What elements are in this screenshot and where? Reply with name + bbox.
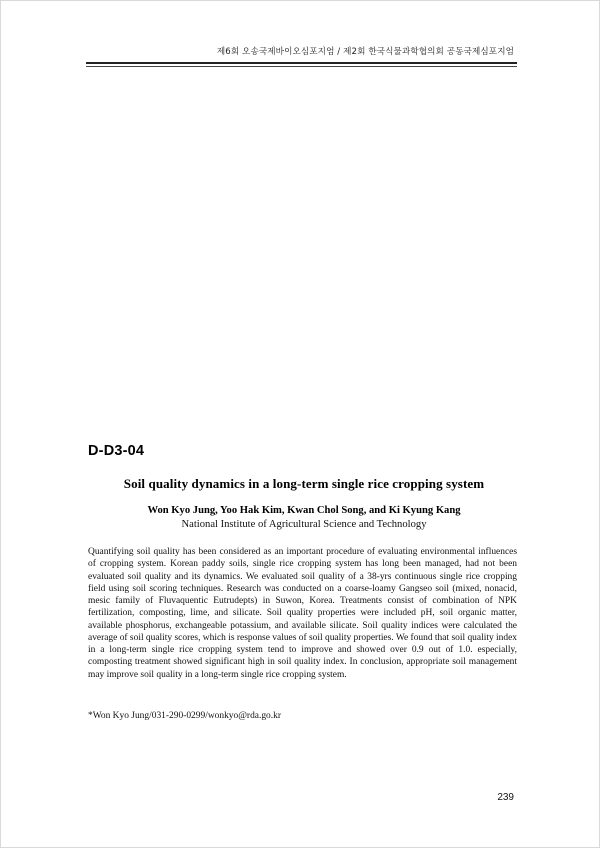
running-header: 제6회 오송국제바이오심포지엄 / 제2회 한국식물과학협의회 공동국제심포지엄 bbox=[216, 47, 514, 57]
author-list: Won Kyo Jung, Yoo Hak Kim, Kwan Chol Song, and Ki Kyung Kang bbox=[147, 505, 461, 516]
header-rule bbox=[86, 62, 517, 64]
abstract-code: D-D3-04 bbox=[88, 443, 145, 459]
page-number: 239 bbox=[497, 792, 514, 803]
abstract-body: Quantifying soil quality has been considered as an important procedure of evaluating environmental influences of cropping system. Korean paddy soils, single rice cropping system has long been managed, had not been evaluated soil quality and its dynamics. We evaluated soil quality of a 38-yrs continuous single rice cropping field using soil scoring techniques. Research was conducted on a coarse-loamy Gangseo soil (mixed, nonacid, mesic family of Fluvaquentic Eutrudepts) in Suwon, Korea. Treatments consist of combination of NPK fertilization, composting, lime, and silicate. Soil quality properties were included pH, soil organic matter, available phosphorus, exchangeable potassium, and available silicate. Soil quality indices were calculated the average of soil quality scores, which is response values of soil quality properties. We found that soil quality index in a long-term single rice cropping system tend to improve and showed over 0.9 out of 1.0. especially, composting treatment showed significant high in soil quality index. In conclusion, appropriate soil management may improve soil quality in a long-term single rice cropping system. bbox=[88, 547, 517, 680]
paper-title: Soil quality dynamics in a long-term single rice cropping system bbox=[123, 476, 485, 491]
corresponding-author: *Won Kyo Jung/031-290-0299/wonkyo@rda.go.kr bbox=[88, 711, 281, 721]
header-rule-thin bbox=[86, 66, 517, 67]
affiliation: National Institute of Agricultural Science and Technology bbox=[181, 519, 427, 530]
